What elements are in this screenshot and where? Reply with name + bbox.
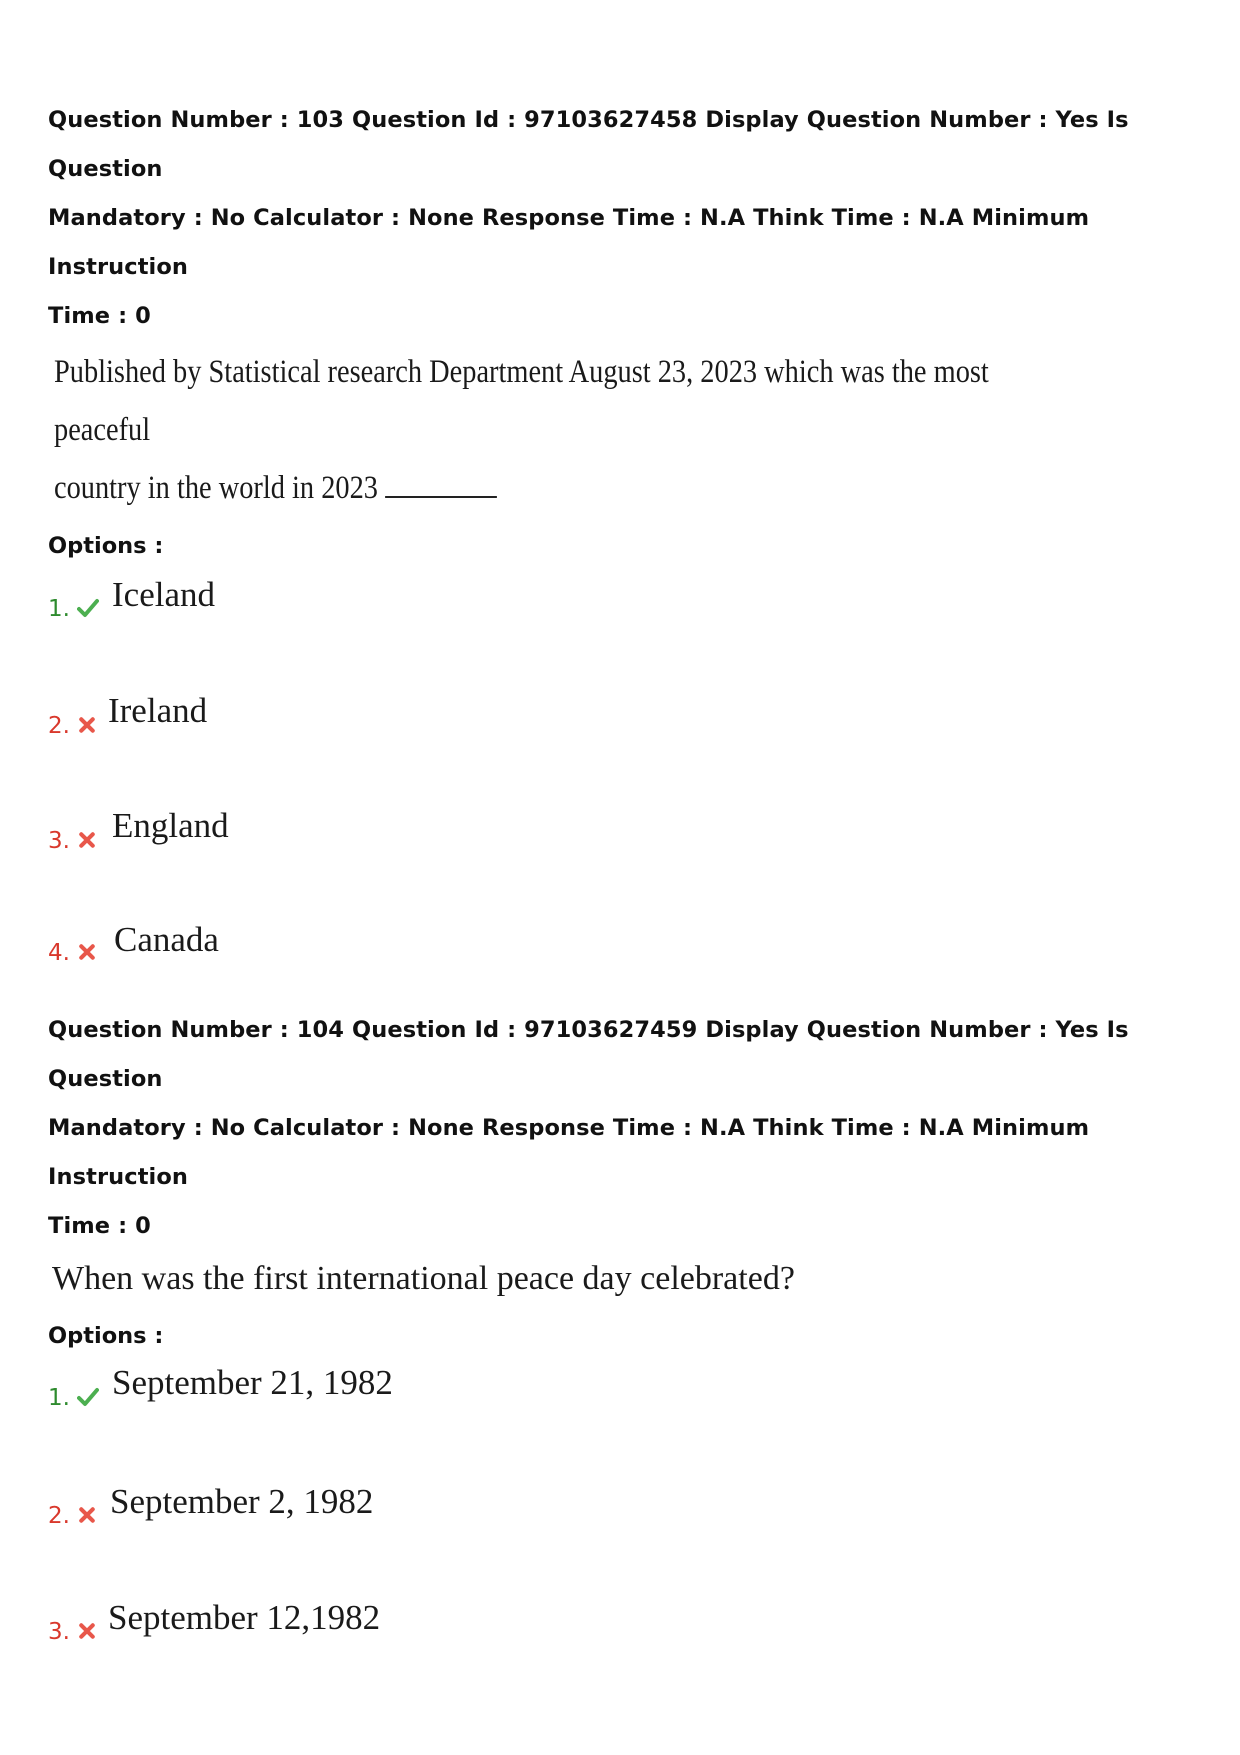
option-3 bbox=[48, 1598, 1208, 1709]
question-text-line-1: When was the first international peace day celebrated? bbox=[52, 1260, 795, 1297]
option-text: Ireland bbox=[108, 691, 208, 730]
option-text: England bbox=[112, 806, 229, 845]
question-104 bbox=[48, 1006, 1208, 1709]
option-text: September 21, 1982 bbox=[112, 1363, 393, 1402]
check-icon bbox=[77, 597, 99, 619]
option-number: 3. bbox=[48, 828, 70, 854]
option-text: September 2, 1982 bbox=[110, 1482, 374, 1521]
option-number: 4. bbox=[48, 940, 70, 966]
cross-icon bbox=[78, 1622, 96, 1640]
question-meta-line-1: Question Number : 104 Question Id : 97103627459 Display Question Number : Yes Is Question bbox=[48, 1017, 1129, 1092]
answer-blank bbox=[385, 476, 497, 498]
cross-icon bbox=[78, 943, 96, 961]
option-number: 3. bbox=[48, 1619, 70, 1645]
option-number: 1. bbox=[48, 596, 70, 622]
option-1 bbox=[48, 1359, 1208, 1491]
option-text: Iceland bbox=[112, 575, 215, 614]
options-label: Options : bbox=[48, 533, 164, 559]
cross-icon bbox=[78, 1506, 96, 1524]
option-2 bbox=[48, 1482, 1208, 1609]
option-number: 2. bbox=[48, 1503, 70, 1529]
cross-icon bbox=[78, 716, 96, 734]
question-text-line-2: country in the world in 2023 bbox=[54, 459, 1000, 517]
question-meta-line-3: Time : 0 bbox=[48, 303, 151, 329]
option-3 bbox=[48, 806, 1208, 928]
option-number: 2. bbox=[48, 713, 70, 739]
option-text: Canada bbox=[114, 920, 219, 959]
option-number: 1. bbox=[48, 1385, 70, 1411]
question-meta-line-3: Time : 0 bbox=[48, 1213, 151, 1239]
option-2 bbox=[48, 691, 1208, 816]
question-meta-line-2: Mandatory : No Calculator : None Response Time : N.A Think Time : N.A Minimum Instruction bbox=[48, 205, 1090, 280]
question-text-line-1: Published by Statistical research Department August 23, 2023 which was the most peaceful bbox=[54, 354, 989, 448]
check-icon bbox=[77, 1386, 99, 1408]
option-text: September 12,1982 bbox=[108, 1598, 381, 1637]
options-label: Options : bbox=[48, 1323, 164, 1349]
cross-icon bbox=[78, 831, 96, 849]
question-103 bbox=[48, 96, 1208, 1040]
question-meta-line-1: Question Number : 103 Question Id : 97103627458 Display Question Number : Yes Is Question bbox=[48, 107, 1129, 182]
option-1 bbox=[48, 569, 1208, 699]
question-meta-line-2: Mandatory : No Calculator : None Response Time : N.A Think Time : N.A Minimum Instruction bbox=[48, 1115, 1090, 1190]
